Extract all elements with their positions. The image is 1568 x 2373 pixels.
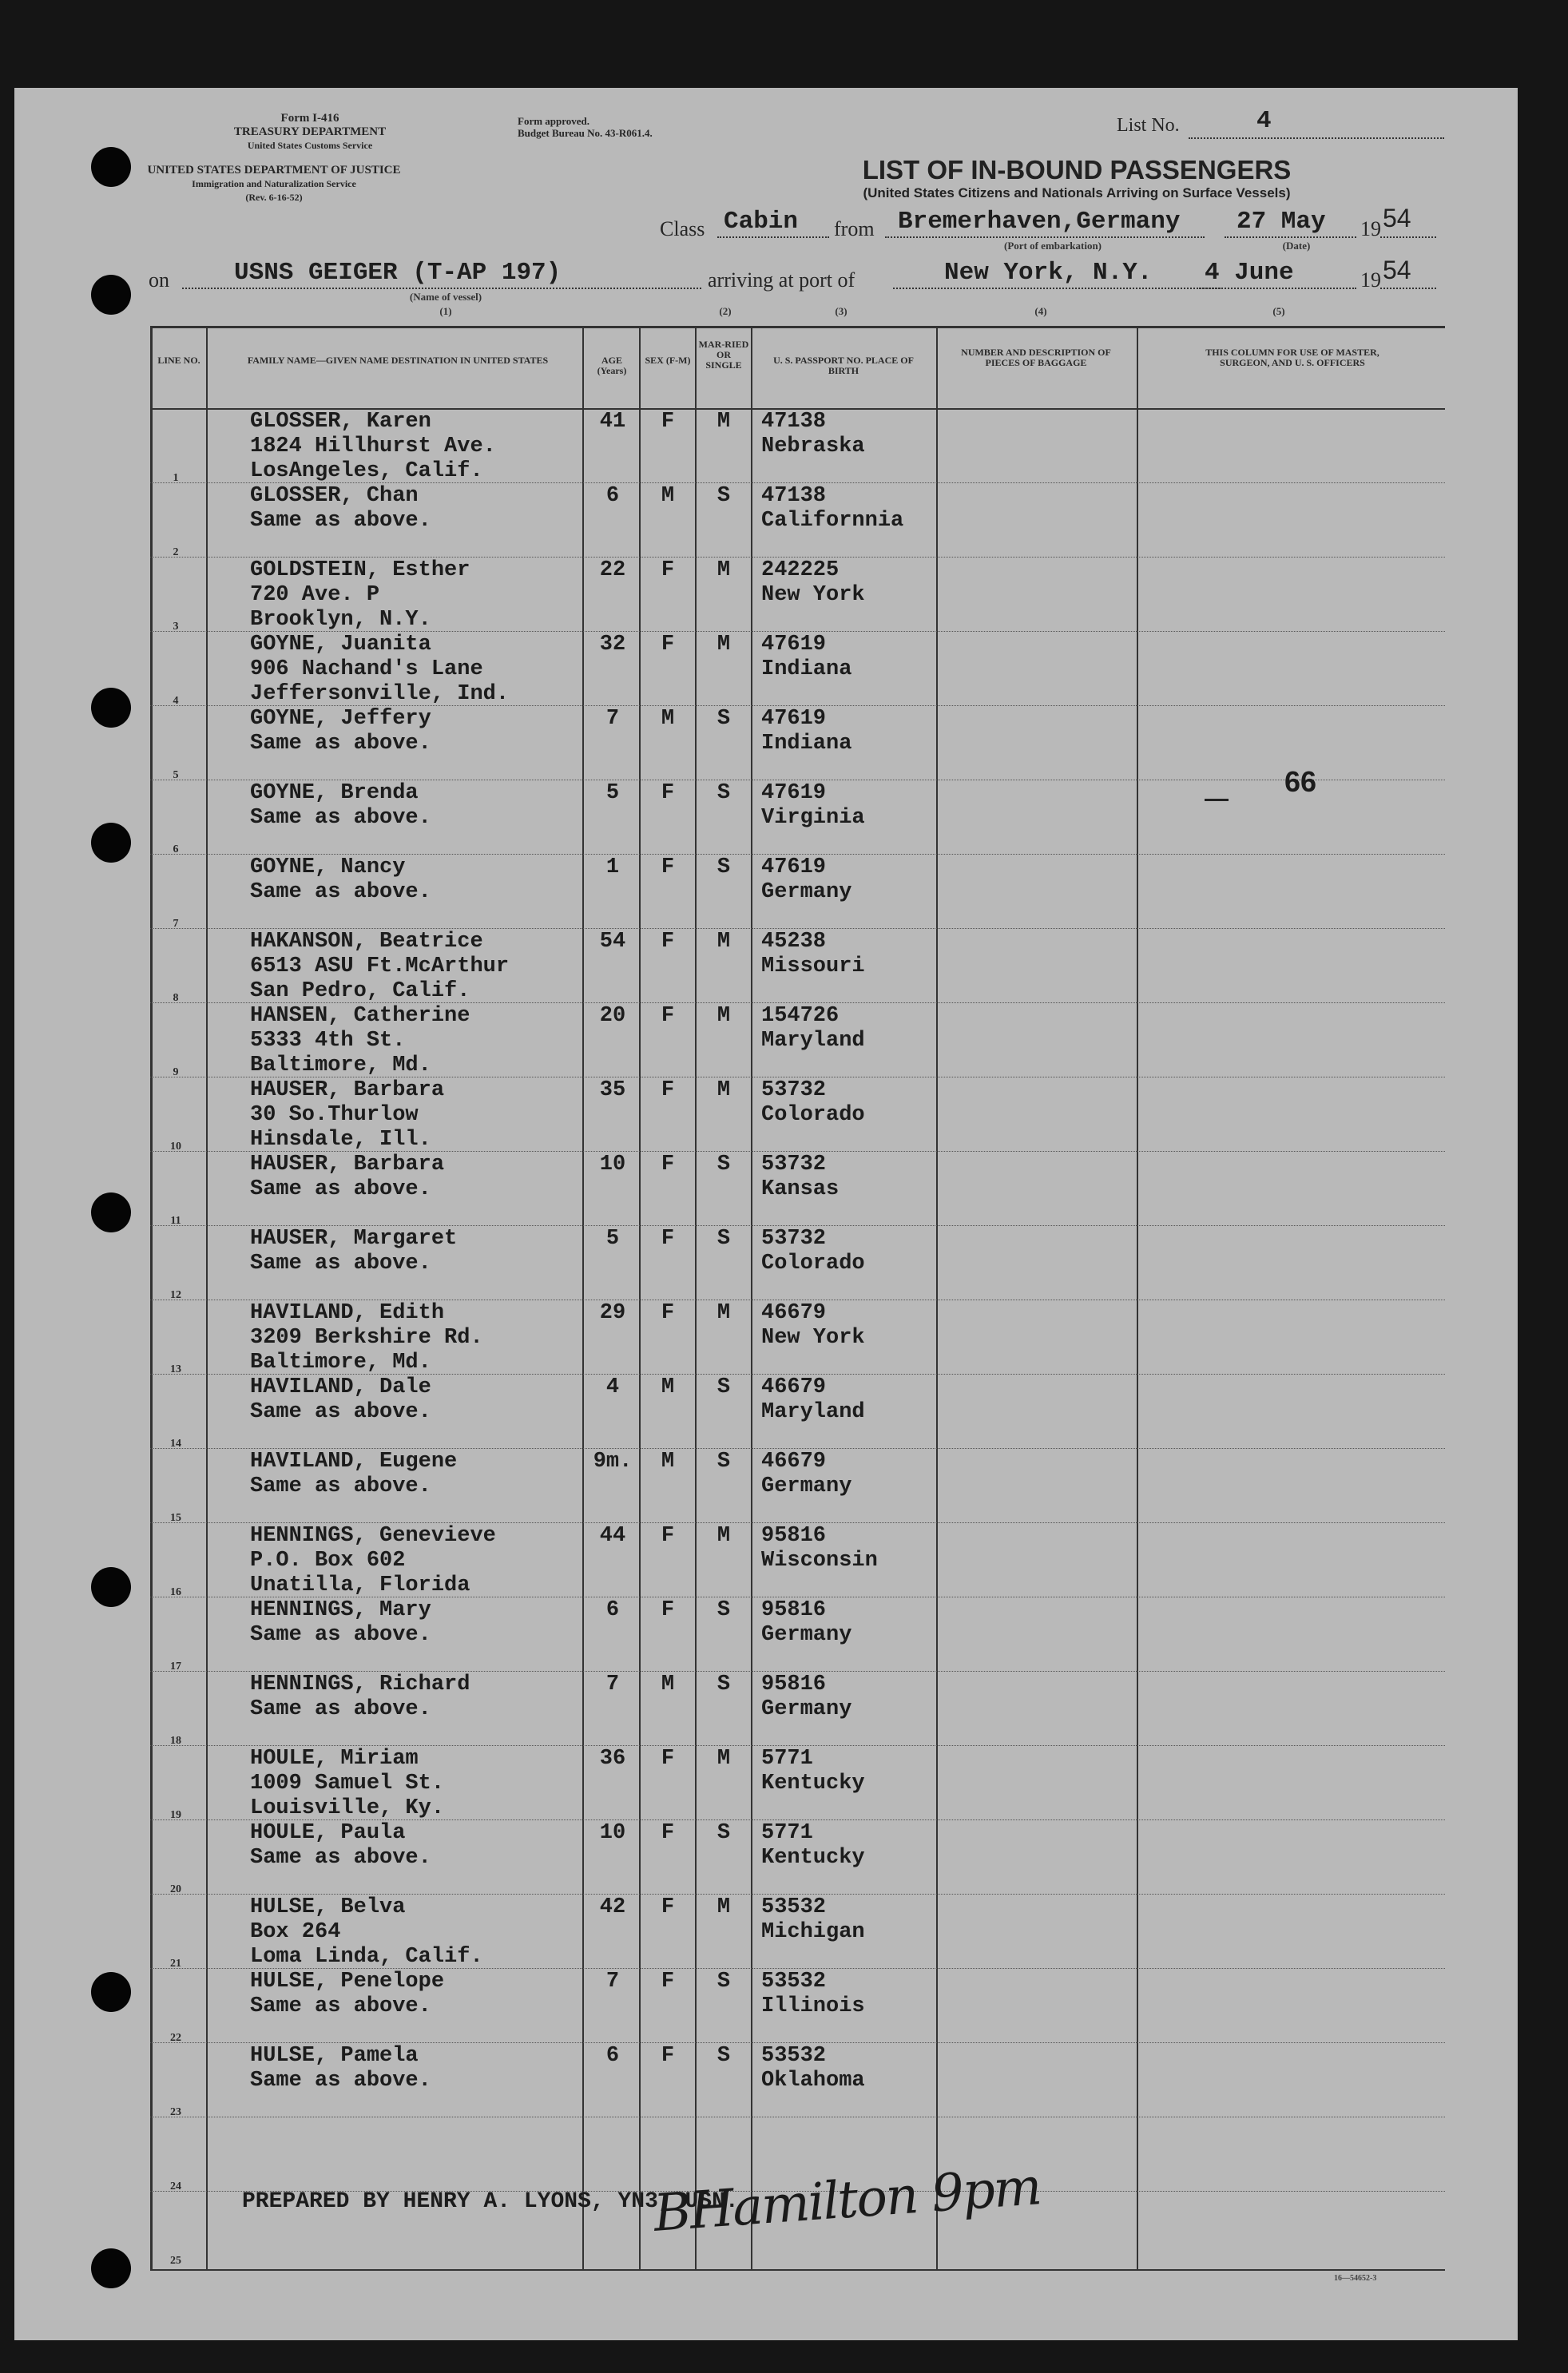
row-number: 3 — [173, 621, 179, 633]
table-row — [150, 1968, 1445, 2042]
passenger-age: 7 — [605, 1970, 620, 1994]
destination-line-1: 720 Ave. P — [250, 583, 380, 607]
form-number: Form I-416 — [280, 112, 339, 125]
destination-line-1: Same as above. — [250, 1177, 431, 1201]
print-code: 16—54652-3 — [1334, 2274, 1377, 2283]
row-number: 7 — [173, 918, 179, 930]
destination-line-1: Same as above. — [250, 1252, 431, 1276]
marital-status: M — [717, 1747, 731, 1771]
marital-status: S — [717, 1450, 731, 1474]
arrival-port-line — [893, 288, 1221, 289]
passenger-sex: M — [661, 1673, 675, 1696]
passenger-name: HAKANSON, Beatrice — [250, 930, 483, 954]
from-line — [885, 236, 1205, 238]
passenger-name: GOYNE, Nancy — [250, 855, 406, 879]
header-line-no: LINE NO. — [157, 355, 200, 366]
row-number: 16 — [170, 1586, 181, 1598]
place-of-birth: Illinois — [761, 1994, 865, 2018]
destination-line-2: Hinsdale, Ill. — [250, 1128, 431, 1152]
marital-status: M — [717, 1301, 731, 1325]
place-of-birth: New York — [761, 1326, 865, 1350]
passenger-age: 6 — [605, 1598, 620, 1622]
year-depart: 54 — [1383, 204, 1411, 232]
passenger-age: 4 — [605, 1375, 620, 1399]
table-row — [150, 1448, 1445, 1522]
passenger-sex: F — [661, 1524, 675, 1548]
row-number: 5 — [173, 769, 179, 781]
col-4-caption: (4) — [1034, 305, 1047, 317]
passport-number: 53732 — [761, 1078, 827, 1102]
header-passport: U. S. PASSPORT NO. PLACE OF BIRTH — [773, 355, 914, 376]
place-of-birth: Oklahoma — [761, 2069, 865, 2093]
marital-status: S — [717, 707, 731, 731]
passport-number: 47619 — [761, 855, 827, 879]
place-of-birth: Michigan — [761, 1920, 865, 1944]
passenger-sex: F — [661, 558, 675, 582]
passport-number: 242225 — [761, 558, 840, 582]
officer-note: 66 — [1284, 765, 1317, 798]
passport-number: 53732 — [761, 1227, 827, 1251]
marital-status: M — [717, 1078, 731, 1102]
col-3-caption: (3) — [835, 305, 848, 317]
departure-date: 27 May — [1237, 208, 1326, 236]
passenger-sex: F — [661, 1078, 675, 1102]
destination-line-1: Same as above. — [250, 1994, 431, 2018]
treasury-department: TREASURY DEPARTMENT — [233, 125, 387, 138]
row-number: 21 — [170, 1958, 181, 1970]
year-line — [1380, 236, 1436, 238]
destination-line-2: Loma Linda, Calif. — [250, 1945, 483, 1969]
passenger-sex: F — [661, 410, 675, 434]
arrival-date-line — [1197, 288, 1356, 289]
destination-line-1: Same as above. — [250, 1474, 431, 1498]
marital-status: M — [717, 1004, 731, 1028]
table-row — [150, 1002, 1445, 1077]
passport-number: 53532 — [761, 2044, 827, 2068]
officer-dash — [1205, 799, 1229, 801]
row-number: 22 — [170, 2032, 181, 2044]
passenger-name: HAVILAND, Eugene — [250, 1450, 458, 1474]
destination-line-1: 3209 Berkshire Rd. — [250, 1326, 483, 1350]
row-number: 24 — [170, 2181, 181, 2192]
passenger-sex: F — [661, 1227, 675, 1251]
marital-status: M — [717, 930, 731, 954]
passport-number: 47619 — [761, 781, 827, 805]
year-prefix-arrive: 19 — [1360, 268, 1381, 292]
class-value: Cabin — [724, 208, 799, 236]
passenger-name: HAUSER, Barbara — [250, 1153, 445, 1177]
place-of-birth: Germany — [761, 1474, 852, 1498]
passenger-age: 35 — [599, 1078, 626, 1102]
from-label: from — [834, 217, 875, 240]
passenger-age: 7 — [605, 1673, 620, 1696]
row-number: 4 — [173, 695, 179, 707]
passenger-name: HAVILAND, Edith — [250, 1301, 445, 1325]
passport-number: 95816 — [761, 1598, 827, 1622]
col-5-caption: (5) — [1272, 305, 1285, 317]
place-of-birth: Wisconsin — [761, 1549, 878, 1573]
passenger-sex: M — [661, 707, 675, 731]
punch-hole — [91, 823, 131, 863]
destination-line-2: Jeffersonville, Ind. — [250, 682, 510, 706]
marital-status: S — [717, 855, 731, 879]
page-subtitle: (United States Citizens and Nationals Arriving on Surface Vessels) — [863, 185, 1291, 200]
table-row — [150, 1671, 1445, 1745]
justice-block — [142, 164, 406, 204]
approval-block — [518, 115, 757, 139]
budget-bureau: Budget Bureau No. 43-R061.4. — [518, 127, 653, 139]
marital-status: S — [717, 1375, 731, 1399]
table-row — [150, 1522, 1445, 1597]
destination-line-1: 6513 ASU Ft.McArthur — [250, 954, 510, 978]
passport-number: 45238 — [761, 930, 827, 954]
passenger-name: HULSE, Penelope — [250, 1970, 445, 1994]
passenger-age: 1 — [605, 855, 620, 879]
ins-service: Immigration and Naturalization Service — [192, 178, 356, 189]
list-no-label: List No. — [1117, 115, 1180, 136]
destination-line-2: Baltimore, Md. — [250, 1054, 431, 1077]
row-number: 1 — [173, 472, 179, 484]
table-row — [150, 780, 1445, 854]
passenger-name: HENNINGS, Genevieve — [250, 1524, 496, 1548]
header-officers: THIS COLUMN FOR USE OF MASTER, SURGEON, AND U. S. OFFICERS — [1205, 347, 1379, 368]
passenger-sex: F — [661, 633, 675, 657]
place-of-birth: New York — [761, 583, 865, 607]
passenger-age: 7 — [605, 707, 620, 731]
passenger-name: HANSEN, Catherine — [250, 1004, 470, 1028]
passport-number: 53532 — [761, 1970, 827, 1994]
place-of-birth: Kentucky — [761, 1772, 865, 1796]
passenger-sex: F — [661, 1821, 675, 1845]
passport-number: 53732 — [761, 1153, 827, 1177]
passenger-name: HULSE, Pamela — [250, 2044, 419, 2068]
marital-status: S — [717, 1153, 731, 1177]
punch-hole — [91, 275, 131, 315]
col-2-caption: (2) — [719, 305, 732, 317]
table-row — [150, 557, 1445, 631]
vessel-caption: (Name of vessel) — [409, 291, 482, 303]
form-revision: (Rev. 6-16-52) — [245, 192, 303, 203]
passenger-name: HOULE, Miriam — [250, 1747, 419, 1771]
passenger-name: GOYNE, Brenda — [250, 781, 419, 805]
punch-hole — [91, 1567, 131, 1607]
passport-number: 5771 — [761, 1821, 813, 1845]
justice-department: UNITED STATES DEPARTMENT OF JUSTICE — [147, 164, 401, 177]
passport-number: 47138 — [761, 410, 827, 434]
passenger-age: 36 — [599, 1747, 626, 1771]
row-number: 2 — [173, 546, 179, 558]
destination-line-1: 1824 Hillhurst Ave. — [250, 435, 496, 458]
marital-status: S — [717, 1970, 731, 1994]
row-number: 14 — [170, 1438, 181, 1450]
row-number: 6 — [173, 843, 179, 855]
passport-number: 95816 — [761, 1524, 827, 1548]
marital-status: M — [717, 633, 731, 657]
table-row — [150, 854, 1445, 928]
passenger-name: GLOSSER, Chan — [250, 484, 419, 508]
date-caption: (Date) — [1282, 240, 1311, 252]
table-row — [150, 1300, 1445, 1374]
marital-status: S — [717, 2044, 731, 2068]
row-number: 23 — [170, 2106, 181, 2118]
passenger-sex: F — [661, 1301, 675, 1325]
passenger-name: HAUSER, Barbara — [250, 1078, 445, 1102]
passenger-sex: F — [661, 2044, 675, 2068]
passenger-name: GOYNE, Jeffery — [250, 707, 431, 731]
passport-number: 47619 — [761, 707, 827, 731]
customs-service: United States Customs Service — [247, 140, 373, 151]
passenger-sex: F — [661, 930, 675, 954]
passenger-name: HAUSER, Margaret — [250, 1227, 458, 1251]
passenger-age: 5 — [605, 781, 620, 805]
passenger-name: GOYNE, Juanita — [250, 633, 431, 657]
destination-line-1: Same as above. — [250, 1400, 431, 1424]
table-row — [150, 1597, 1445, 1671]
destination-line-1: Same as above. — [250, 509, 431, 533]
passenger-name: HULSE, Belva — [250, 1895, 406, 1919]
table-row — [150, 1151, 1445, 1225]
place-of-birth: Maryland — [761, 1400, 865, 1424]
punch-hole — [91, 1972, 131, 2012]
place-of-birth: Colorado — [761, 1103, 865, 1127]
passenger-age: 9m. — [593, 1450, 633, 1474]
punch-hole — [91, 2248, 131, 2288]
page-title: LIST OF IN-BOUND PASSENGERS — [862, 155, 1292, 185]
destination-line-1: Same as above. — [250, 806, 431, 830]
passenger-name: HENNINGS, Mary — [250, 1598, 431, 1622]
passenger-age: 10 — [599, 1821, 626, 1845]
table-row — [150, 928, 1445, 1002]
passenger-age: 5 — [605, 1227, 620, 1251]
row-number: 12 — [170, 1289, 181, 1301]
destination-line-2: Louisville, Ky. — [250, 1796, 445, 1820]
place-of-birth: Indiana — [761, 657, 852, 681]
destination-line-1: Box 264 — [250, 1920, 341, 1944]
table-row — [150, 1374, 1445, 1448]
header-sex: SEX (F-M) — [645, 355, 691, 366]
passenger-name: GOLDSTEIN, Esther — [250, 558, 470, 582]
passenger-name: HOULE, Paula — [250, 1821, 406, 1845]
place-of-birth: Californnia — [761, 509, 904, 533]
passenger-sex: F — [661, 1598, 675, 1622]
vessel-line — [182, 288, 701, 289]
marital-status: M — [717, 558, 731, 582]
passenger-sex: F — [661, 1970, 675, 1994]
place-of-birth: Germany — [761, 1697, 852, 1721]
destination-line-1: Same as above. — [250, 2069, 431, 2093]
place-of-birth: Kansas — [761, 1177, 840, 1201]
form-approved: Form approved. — [518, 115, 590, 127]
passenger-name: HAVILAND, Dale — [250, 1375, 431, 1399]
destination-line-2: San Pedro, Calif. — [250, 979, 470, 1003]
table-row — [150, 631, 1445, 705]
list-no-line — [1189, 137, 1444, 139]
passport-number: 46679 — [761, 1301, 827, 1325]
marital-status: S — [717, 1821, 731, 1845]
passenger-sex: M — [661, 484, 675, 508]
passenger-age: 10 — [599, 1153, 626, 1177]
row-number: 8 — [173, 992, 179, 1004]
passenger-sex: F — [661, 855, 675, 879]
header-age: AGE (Years) — [597, 355, 627, 376]
arrival-date: 4 June — [1205, 259, 1294, 287]
table-row — [150, 2042, 1445, 2117]
passport-number: 47138 — [761, 484, 827, 508]
passenger-sex: M — [661, 1375, 675, 1399]
year-arrive: 54 — [1383, 256, 1411, 284]
passport-number: 5771 — [761, 1747, 813, 1771]
place-of-birth: Maryland — [761, 1029, 865, 1053]
passenger-age: 6 — [605, 2044, 620, 2068]
marital-status: S — [717, 1598, 731, 1622]
arriving-label: arriving at port of — [708, 268, 855, 292]
on-label: on — [149, 268, 169, 292]
year-prefix-depart: 19 — [1360, 217, 1381, 240]
place-of-birth: Virginia — [761, 806, 865, 830]
passenger-age: 42 — [599, 1895, 626, 1919]
destination-line-1: 5333 4th St. — [250, 1029, 406, 1053]
passenger-name: GLOSSER, Karen — [250, 410, 431, 434]
row-number: 25 — [170, 2255, 181, 2267]
row-number: 19 — [170, 1809, 181, 1821]
passenger-age: 22 — [599, 558, 626, 582]
destination-line-2: Baltimore, Md. — [250, 1351, 431, 1375]
passenger-sex: F — [661, 1747, 675, 1771]
destination-line-1: 30 So.Thurlow — [250, 1103, 419, 1127]
row-number: 9 — [173, 1066, 179, 1078]
passport-number: 95816 — [761, 1673, 827, 1696]
destination-line-1: Same as above. — [250, 1623, 431, 1647]
form-agency-block — [190, 112, 430, 153]
table-row — [150, 1745, 1445, 1819]
passport-number: 53532 — [761, 1895, 827, 1919]
class-line — [717, 236, 829, 238]
passport-number: 154726 — [761, 1004, 840, 1028]
passenger-sex: M — [661, 1450, 675, 1474]
header-baggage: NUMBER AND DESCRIPTION OF PIECES OF BAGGAGE — [961, 347, 1111, 368]
marital-status: S — [717, 484, 731, 508]
signature-text: BHamilton 9pm — [652, 2157, 1042, 2244]
year-arrive-line — [1380, 288, 1436, 289]
marital-status: S — [717, 1227, 731, 1251]
table-row — [150, 705, 1445, 780]
marital-status: S — [717, 781, 731, 805]
marital-status: M — [717, 1895, 731, 1919]
passenger-table — [150, 326, 1445, 2271]
punch-hole — [91, 1192, 131, 1232]
place-of-birth: Colorado — [761, 1252, 865, 1276]
header-name: FAMILY NAME—GIVEN NAME DESTINATION IN UNITED STATES — [247, 355, 549, 366]
punch-hole — [91, 688, 131, 728]
passenger-sex: F — [661, 1153, 675, 1177]
destination-line-1: Same as above. — [250, 880, 431, 904]
place-of-birth: Germany — [761, 1623, 852, 1647]
passenger-age: 54 — [599, 930, 626, 954]
passenger-age: 20 — [599, 1004, 626, 1028]
table-row — [150, 1819, 1445, 1894]
passenger-age: 6 — [605, 484, 620, 508]
port-embarkation: Bremerhaven,Germany — [898, 208, 1181, 236]
passenger-sex: F — [661, 1895, 675, 1919]
passport-number: 46679 — [761, 1450, 827, 1474]
destination-line-1: 906 Nachand's Lane — [250, 657, 483, 681]
marital-status: M — [717, 1524, 731, 1548]
row-number: 10 — [170, 1141, 181, 1153]
place-of-birth: Kentucky — [761, 1846, 865, 1870]
passenger-age: 29 — [599, 1301, 626, 1325]
passenger-sex: F — [661, 781, 675, 805]
punch-hole — [91, 147, 131, 187]
list-no-value: 4 — [1256, 107, 1272, 135]
table-row — [150, 1077, 1445, 1151]
row-number: 13 — [170, 1363, 181, 1375]
place-of-birth: Indiana — [761, 732, 852, 756]
vessel-name: USNS GEIGER (T-AP 197) — [234, 259, 562, 287]
table-row — [150, 482, 1445, 557]
row-number: 17 — [170, 1661, 181, 1673]
passenger-age: 32 — [599, 633, 626, 657]
row-number: 15 — [170, 1512, 181, 1524]
table-row — [150, 1894, 1445, 1968]
passenger-sex: F — [661, 1004, 675, 1028]
destination-line-2: LosAngeles, Calif. — [250, 459, 483, 483]
marital-status: S — [717, 1673, 731, 1696]
destination-line-1: Same as above. — [250, 1846, 431, 1870]
passenger-age: 41 — [599, 410, 626, 434]
header-married: MAR-RIED OR SINGLE — [698, 339, 749, 371]
destination-line-1: 1009 Samuel St. — [250, 1772, 445, 1796]
destination-line-2: Unatilla, Florida — [250, 1573, 470, 1597]
port-embarkation-caption: (Port of embarkation) — [1003, 240, 1102, 252]
table-row — [150, 408, 1445, 482]
marital-status: M — [717, 410, 731, 434]
row-number: 11 — [170, 1215, 181, 1227]
row-number: 18 — [170, 1735, 181, 1747]
arrival-port: New York, N.Y. — [944, 259, 1153, 287]
destination-line-1: P.O. Box 602 — [250, 1549, 406, 1573]
place-of-birth: Nebraska — [761, 435, 865, 458]
prepared-by: PREPARED BY HENRY A. LYONS, YN3, USN. — [242, 2189, 739, 2214]
place-of-birth: Missouri — [761, 954, 865, 978]
col-1-caption: (1) — [439, 305, 452, 317]
table-row — [150, 1225, 1445, 1300]
destination-line-1: Same as above. — [250, 732, 431, 756]
date-line — [1225, 236, 1356, 238]
passenger-name: HENNINGS, Richard — [250, 1673, 470, 1696]
passport-number: 47619 — [761, 633, 827, 657]
manifest-sheet — [14, 88, 1518, 2340]
passport-number: 46679 — [761, 1375, 827, 1399]
destination-line-1: Same as above. — [250, 1697, 431, 1721]
row-number: 20 — [170, 1883, 181, 1895]
passenger-age: 44 — [599, 1524, 626, 1548]
place-of-birth: Germany — [761, 880, 852, 904]
class-label: Class — [660, 217, 705, 240]
destination-line-2: Brooklyn, N.Y. — [250, 608, 431, 632]
